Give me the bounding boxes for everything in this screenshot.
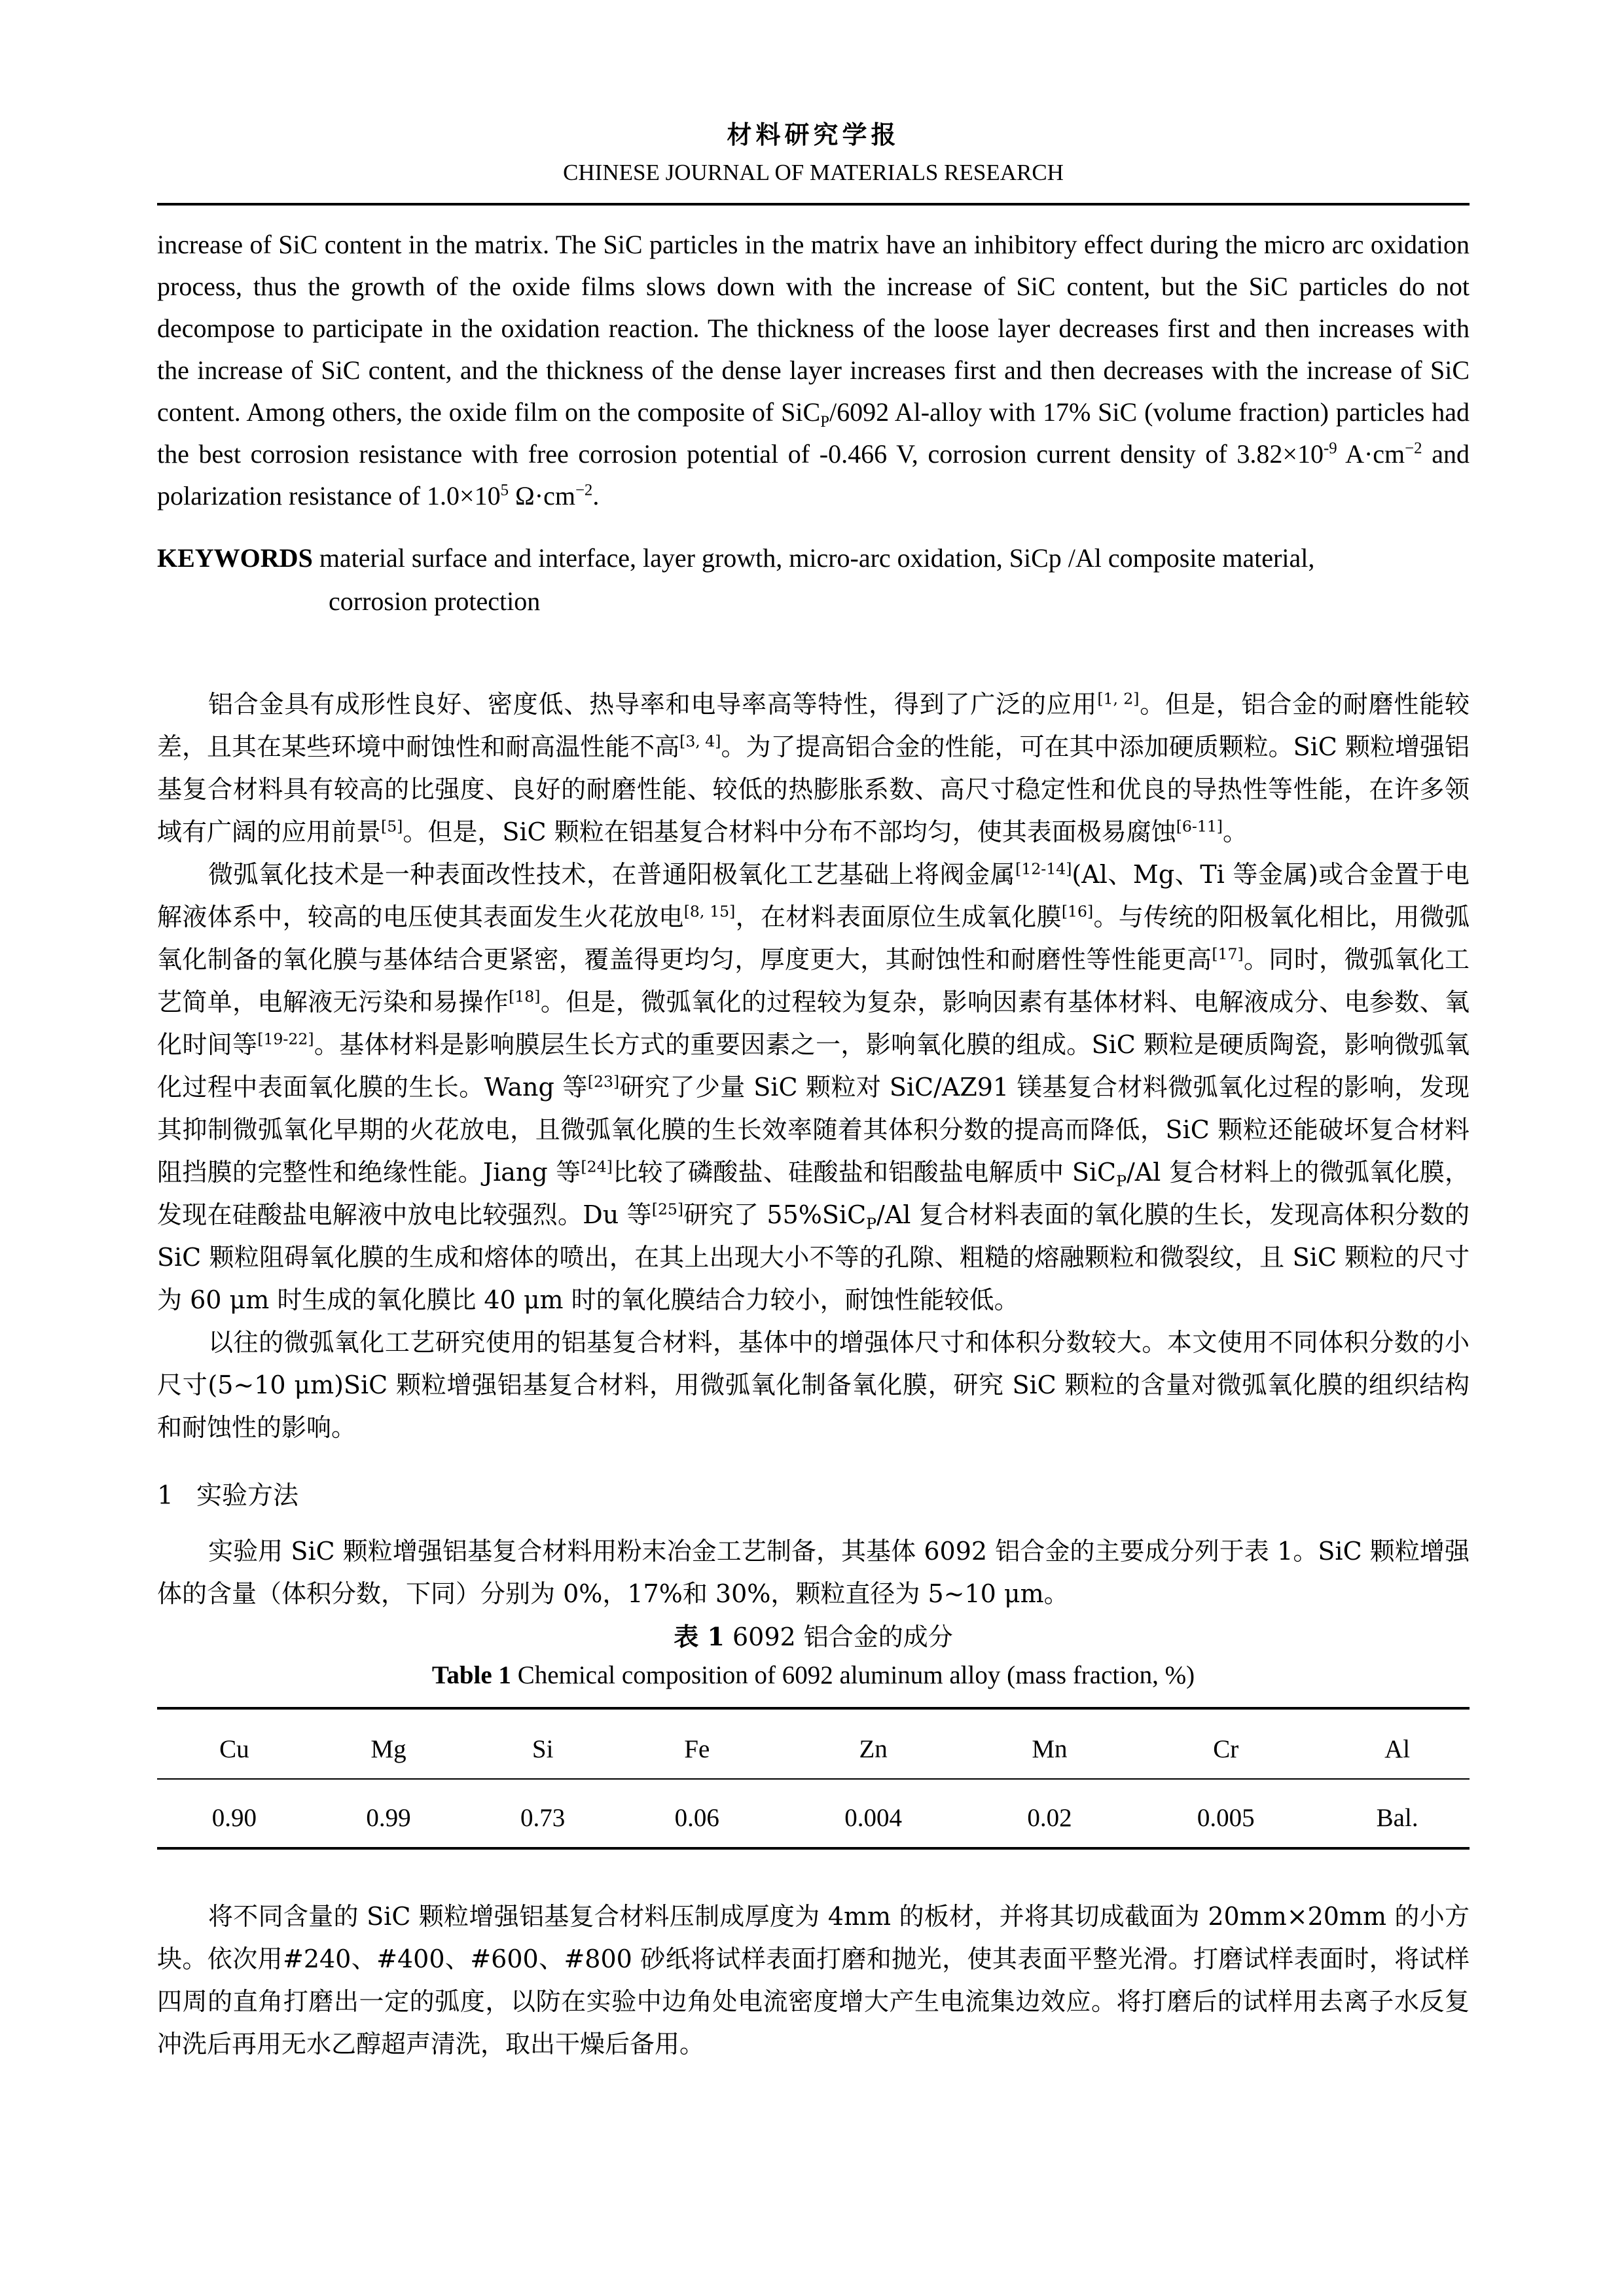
citation: [23] — [587, 1072, 620, 1091]
table-header-cell: Fe — [620, 1708, 774, 1779]
journal-title-cn: 材料研究学报 — [727, 120, 900, 149]
citation: [8, 15] — [683, 902, 736, 921]
citation: [19-22] — [257, 1030, 314, 1049]
english-abstract — [157, 224, 1470, 517]
table-caption-cn-text: 6092 铝合金的成分 — [724, 1623, 953, 1651]
body-text: /Al 复合材料上的微弧氧化膜，发现在硅酸盐电解液中放电比较强烈。Du 等 — [157, 1158, 1470, 1229]
abstract-text: /6092 Al-alloy with 17% SiC (volume fraction) particles had the best corrosion resistance with free corrosion potential of -0.466 V, corrosion current density of 3.82×10 — [157, 397, 1470, 469]
body-text: 。与传统的阳极氧化相比，用微弧氧化制备的氧化膜与基体结合更紧密，覆盖得更均匀，厚度更大，其耐蚀性和耐磨性等性能更高 — [157, 903, 1470, 974]
abstract-text: . — [592, 481, 600, 511]
citation: [18] — [509, 987, 541, 1006]
abstract-text: A·cm — [1337, 439, 1405, 469]
table-cell: 0.90 — [157, 1779, 312, 1848]
subscript: P — [866, 1214, 877, 1233]
keywords-label: KEYWORDS — [157, 543, 313, 573]
table-cell: 0.005 — [1127, 1779, 1325, 1848]
citation: [16] — [1061, 902, 1094, 921]
table-cell: 0.99 — [312, 1779, 466, 1848]
citation: [24] — [581, 1157, 613, 1176]
intro-paragraph-2 — [157, 853, 1470, 1321]
body-text: /Al 复合材料表面的氧化膜的生长，发现高体积分数的 SiC 颗粒阻碍氧化膜的生成和熔体的喷出，在其上出现大小不等的孔隙、粗糙的熔融颗粒和微裂纹，且 SiC 颗粒的尺寸为 60 μm 时生成的氧化膜比 40 μm 时的氧化膜结合力较小，耐蚀性能较低。 — [157, 1200, 1470, 1314]
body-text: (Al、Mg、Ti 等金属)或合金置于电解液体系中，较高的电压使其表面发生火花放电 — [157, 860, 1470, 931]
body-text: 。但是，铝合金的耐磨性能较差，且其在某些环境中耐蚀性和耐高温性能不高 — [157, 690, 1470, 761]
table-header-cell: Si — [465, 1708, 620, 1779]
abstract-superscript: -9 — [1323, 439, 1337, 457]
keywords-line-2: corrosion protection — [329, 586, 541, 616]
table-header-cell: Al — [1325, 1708, 1470, 1779]
table-row — [157, 1779, 1470, 1848]
keywords — [157, 537, 1470, 623]
body-text: 。基体材料是影响膜层生长方式的重要因素之一，影响氧化膜的组成。SiC 颗粒是硬质陶瓷，影响微弧氧化过程中表面氧化膜的生长。Wang 等 — [157, 1030, 1470, 1102]
abstract-superscript: −2 — [575, 481, 593, 499]
body-text: 铝合金具有成形性良好、密度低、热导率和电导率高等特性，得到了广泛的应用 — [208, 690, 1098, 719]
section-number: 1 — [157, 1481, 173, 1511]
body-text: 比较了磷酸盐、硅酸盐和铝酸盐电解质中 SiC — [612, 1158, 1117, 1187]
section-title: 实验方法 — [196, 1481, 299, 1511]
methods-paragraph-2: 将不同含量的 SiC 颗粒增强铝基复合材料压制成厚度为 4mm 的板材，并将其切成截面为 20mm×20mm 的小方块。依次用#240、#400、#600、#800 砂纸将试样表面打磨和抛光，使其表面平整光滑。打磨试样表面时，将试样四周的直角打磨出一定的弧度，以防在实验中边角处电流密度增大产生电流集边效应。将打磨后的试样用去离子水反复冲洗后再用无水乙醇超声清洗，取出干燥后备用。 — [157, 1902, 1470, 2058]
abstract-subscript: P — [820, 413, 829, 431]
table-cell: 0.73 — [465, 1779, 620, 1848]
methods-paragraph-1: 实验用 SiC 颗粒增强铝基复合材料用粉末冶金工艺制备，其基体 6092 铝合金的主要成分列于表 1。SiC 颗粒增强体的含量（体积分数，下同）分别为 0%，17%和 30%，颗粒直径为 5~10 μm。 — [157, 1537, 1470, 1608]
section-heading — [157, 1475, 1470, 1512]
table-caption-en — [157, 1660, 1470, 1690]
header-rule — [157, 203, 1470, 206]
table-cell: 0.02 — [973, 1779, 1127, 1848]
body-text: 微弧氧化技术是一种表面改性技术，在普通阳极氧化工艺基础上将阀金属 — [208, 860, 1016, 889]
table-cell: Bal. — [1325, 1779, 1470, 1848]
body-text: 。为了提高铝合金的性能，可在其中添加硬质颗粒。SiC 颗粒增强铝基复合材料具有较高的比强度、良好的耐磨性能、较低的热膨胀系数、高尺寸稳定性和优良的导热性等性能，在许多领域有广阔的应用前景 — [157, 732, 1470, 846]
table-caption-cn-label: 表 1 — [674, 1622, 725, 1651]
table-cell: 0.06 — [620, 1779, 774, 1848]
intro-paragraph-3: 以往的微弧氧化工艺研究使用的铝基复合材料，基体中的增强体尺寸和体积分数较大。本文使用不同体积分数的小尺寸(5~10 μm)SiC 颗粒增强铝基复合材料，用微弧氧化制备氧化膜，研究 SiC 颗粒的含量对微弧氧化膜的组织结构和耐蚀性的影响。 — [157, 1328, 1470, 1442]
journal-title-en: CHINESE JOURNAL OF MATERIALS RESEARCH — [563, 160, 1064, 185]
body-text: 。但是，微弧氧化的过程较为复杂，影响因素有基体材料、电解液成分、电参数、氧化时间等 — [157, 988, 1470, 1059]
abstract-superscript: 5 — [500, 481, 509, 499]
citation: [25] — [651, 1200, 684, 1219]
citation: [5] — [381, 817, 403, 836]
table-caption-en-text: Chemical composition of 6092 aluminum alloy (mass fraction, %) — [511, 1661, 1195, 1689]
body-text: 。但是，SiC 颗粒在铝基复合材料中分布不部均匀，使其表面极易腐蚀 — [403, 817, 1176, 846]
abstract-text: and polarization resistance of 1.0×10 — [157, 439, 1470, 511]
table-cell: 0.004 — [774, 1779, 973, 1848]
body-text: 研究了 55%SiC — [683, 1200, 867, 1229]
body-text: 。 — [1223, 817, 1248, 846]
table-header-cell: Zn — [774, 1708, 973, 1779]
abstract-text: increase of SiC content in the matrix. The SiC particles in the matrix have an inhibitory effect during the micro arc oxidation process, thus the growth of the oxide films slows down with the increase of SiC content, but the SiC particles do not decompose to participate in the oxidation reaction. The thickness of the loose layer decreases first and then increases with the increase of SiC content, and the thickness of the dense layer increases first and then decreases with the increase of SiC content. Among others, the oxide film on the composite of SiC — [157, 230, 1470, 427]
keywords-line-1: material surface and interface, layer growth, micro-arc oxidation, SiCp /Al composite material, — [312, 543, 1315, 573]
table-caption-en-label: Table 1 — [431, 1661, 511, 1689]
table-header-cell: Mg — [312, 1708, 466, 1779]
citation: [17] — [1212, 944, 1244, 963]
subscript: P — [1116, 1172, 1127, 1191]
table-caption-cn — [157, 1617, 1470, 1653]
table-header-row — [157, 1708, 1470, 1779]
citation: [12-14] — [1015, 859, 1072, 878]
body-text: 研究了少量 SiC 颗粒对 SiC/AZ91 镁基复合材料微弧氧化过程的影响，发现其抑制微弧氧化早期的火花放电，且微弧氧化膜的生长效率随着其体积分数的提高而降低，SiC 颗粒还能破坏复合材料阻挡膜的完整性和绝缘性能。Jiang 等 — [157, 1073, 1470, 1187]
citation: [1, 2] — [1097, 689, 1140, 708]
abstract-superscript: −2 — [1405, 439, 1422, 457]
table-header-cell: Cu — [157, 1708, 312, 1779]
intro-paragraph-1 — [157, 683, 1470, 853]
citation: [3, 4] — [679, 732, 721, 751]
composition-table — [157, 1707, 1470, 1850]
table-header-cell: Mn — [973, 1708, 1127, 1779]
abstract-text: Ω·cm — [509, 481, 575, 511]
body-text: 。同时，微弧氧化工艺简单，电解液无污染和易操作 — [157, 945, 1470, 1016]
body-text: ，在材料表面原位生成氧化膜 — [735, 903, 1062, 931]
table-header-cell: Cr — [1127, 1708, 1325, 1779]
paper-page — [157, 115, 1470, 2066]
citation: [6-11] — [1176, 817, 1223, 836]
